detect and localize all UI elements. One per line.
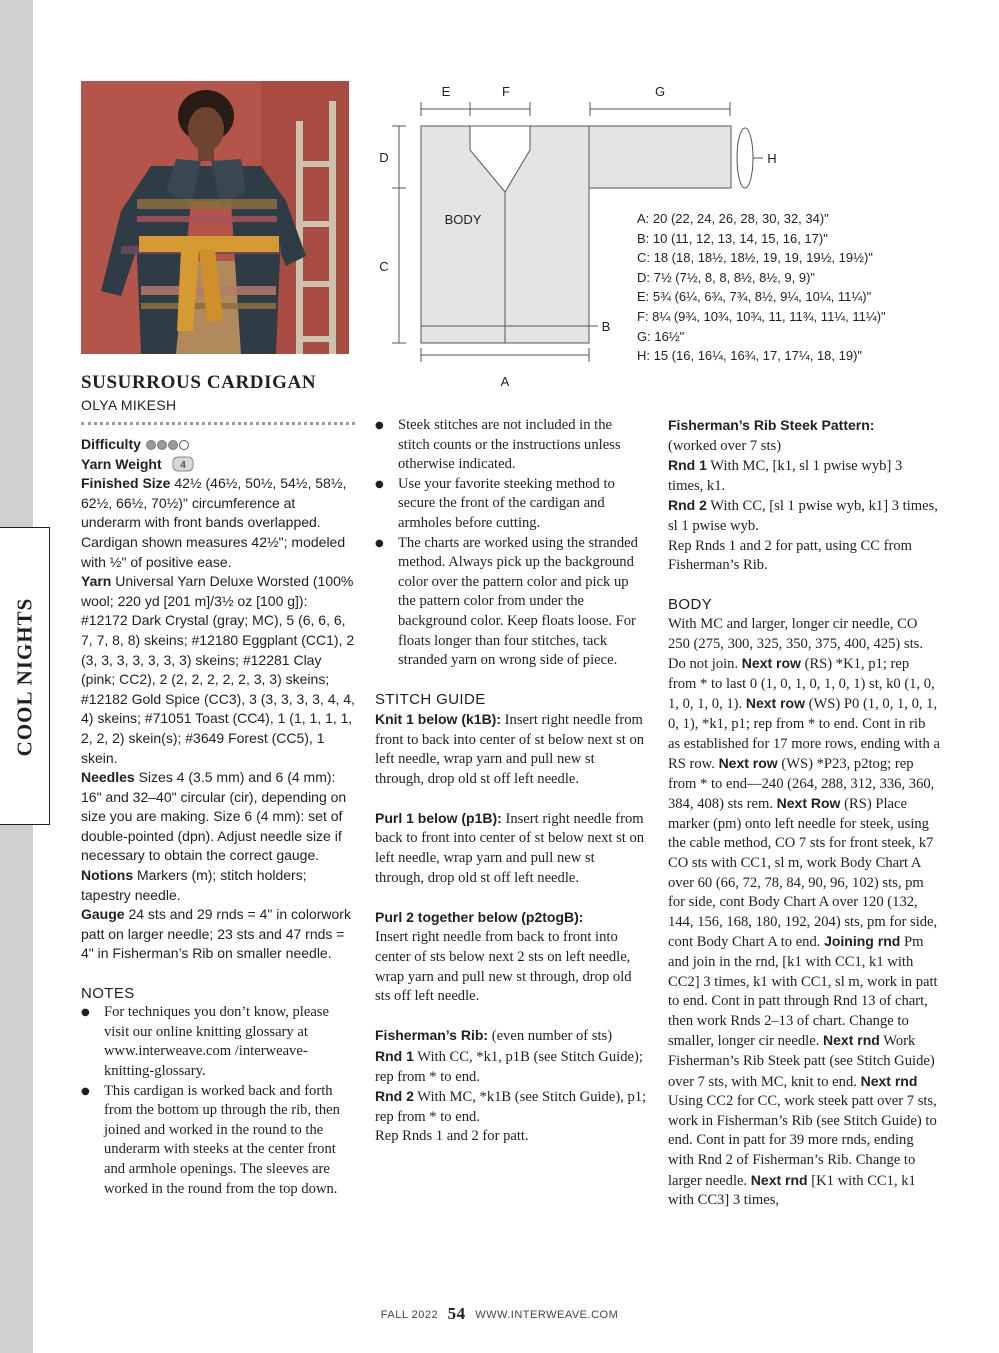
footer-site: WWW.INTERWEAVE.COM [475,1309,619,1321]
measurement-g: G: 16½" [637,328,685,344]
section-tab-label: COOL NIGHTS [12,597,37,757]
label-d: D [379,150,389,165]
stitch-guide-heading: STITCH GUIDE [375,691,486,709]
pattern-title: SUSURROUS CARDIGAN [81,372,317,393]
yarn-weight-label: Yarn Weight [81,455,162,472]
frib-rnd1-text: With CC, *k1, p1B (see Stitch Guide); rep from * to end. [375,1049,643,1085]
label-g: G [654,84,666,99]
k1b-text: Insert right needle from front to back into center of st below next st on left needle, wrap yarn and pull new st through, drop old st off left needle. [375,711,645,787]
difficulty-dot-filled-3 [168,440,178,450]
designer-name: OLYA MIKESH [81,397,177,413]
measurement-e: E: 5¾ (6¼, 6¾, 7¾, 8½, 9¼, 10¼, 11¼)" [637,289,872,305]
section-tab [0,527,50,825]
difficulty-row [81,435,357,455]
p1b-text: Insert right needle from back to front into center of st below next st on left needle, wrap yarn and pull new st through, drop old st off left needle. [375,810,645,886]
steek-pattern-note: (worked over 7 sts) [668,437,782,454]
label-h: H [767,151,777,166]
notions-text: Markers (m); stitch holders; tapestry needle. [81,867,307,903]
notes-heading: NOTES [81,984,135,1002]
measurement-b: B: 10 (11, 12, 13, 14, 15, 16, 17)" [637,230,828,246]
column-2 [375,416,647,1147]
label-a: A [500,374,510,389]
footer-issue: FALL 2022 [380,1309,439,1321]
yarn-text: Universal Yarn Deluxe Worsted (100% wool; 220 yd [201 m]/3½ oz [100 g]): #12172 Dark Crystal (gray; MC), 5 (6, 6, 6, 7, 7, 8, 8) skeins; #12180 Eggplant (CC1), 2 (3, 3, 3, 3, 3, 3, 3) skeins; #12281 Clay (pink; CC2), 2 (2, 2, 2, 2, 2, 3, 3) skeins; #12182 Gold Spice (CC3), 3 (3, 3, 3, 3, 4, 4, 4) skeins; #71051 Toast (CC4), 1 (1, 1, 1, 1, 2, 2, 2) skein(s); #3649 Forest (CC5), 1 skein. [81,573,355,766]
label-f: F [502,84,510,99]
frib-repeat: Rep Rnds 1 and 2 for patt. [375,1128,529,1145]
note-item: ● Use your favorite steeking method to secure the front of the cardigan and armholes before cutting. [375,475,647,534]
steek-repeat: Rep Rnds 1 and 2 for patt, using CC from Fisherman’s Rib. [668,537,913,574]
difficulty-dot-filled-1 [146,440,156,450]
column-1 [81,435,357,1199]
needles-text: Sizes 4 (3.5 mm) and 6 (4 mm): 16" and 32–40" circular (cir), depending on size you are making. Size 6 (4 mm): set of double-pointed (dpn). Adjust needle size if necessary to obtain the correct gauge. [81,769,347,864]
yarn-weight-row [81,455,357,475]
steek-rnd2-text: With CC, [sl 1 pwise wyb, k1] 3 times, sl 1 pwise wyb. [668,498,938,534]
frib-rnd1-label: Rnd 1 [375,1048,414,1064]
page-footer [0,1304,999,1324]
cardigan-photo [81,81,349,354]
k1b-label: Knit 1 below (k1B): [375,710,502,727]
measurement-c: C: 18 (18, 18½, 18½, 19, 19, 19½, 19½)" [637,250,873,266]
frib-rnd2-text: With MC, *k1B (see Stitch Guide), p1; rep from * to end. [375,1089,647,1125]
note-item: ● For techniques you don’t know, please visit our online knitting glossary at www.interweave.com /interweave-knitting-glossary. [81,1003,357,1081]
body-instructions: With MC and larger, longer cir needle, CO 250 (275, 300, 325, 350, 375, 400, 425) sts. Do not join. Next row (RS) *K1, p1; rep from * to last 0 (1, 0, 1, 0, 1, 0, 1) st, k0 (1, 0, 1, 0, 1, 0, 1). Next row (WS) P0 (1, 0, 1, 0, 1, 0, 1), *k1, p1; rep from * to end. Cont in rib as established for 17 more rows, ending with a RS row. Next row (WS) *P23, p2tog; rep from * to end—240 (264, 288, 312, 336, 360, 384, 408) sts rem. Next Row (RS) Place marker (pm) onto left needle for steek, using the cable method, CO 7 sts for front steek, k7 CO sts with CC1, sl m, work Body Chart A over 60 (66, 72, 78, 84, 90, 96, 102) sts, pm for side, cont Body Chart A over 120 (132, 144, 156, 168, 180, 192, 204) sts, pm for side, cont Body Chart A to end. Joining rnd Pm and join in the rnd, [k1 with CC1, k1 with CC2] 3 times, k1 with CC1, sl m, work in patt to end. Cont in patt through Rnd 13 of chart, then work Rnds 2–13 of chart. Change to smaller, longer cir needle. Next rnd Work Fisherman’s Rib Steek patt (see Stitch Guide) over 7 sts, with MC, knit to end. Next rnd Using CC2 for CC, work steek patt over 7 sts, work in Fisherman’s Rib (see Stitch Guide) to end. Cont in patt for 39 more rnds, ending with Rnd 2 of Fisherman’s Rib. Change to larger needle. Next rnd [K1 with CC1, k1 with CC3] 3 times, [668,615,940,1209]
label-e: E [441,84,451,99]
fishermans-rib-label: Fisherman’s Rib: [375,1027,489,1044]
needles-label: Needles [81,769,135,786]
measurement-f: F: 8¼ (9¾, 10¾, 10¾, 11, 11¾, 11¼, 11¼)" [637,308,886,324]
gauge-text: 24 sts and 29 rnds = 4" in colorwork patt on larger needle; 23 sts and 47 rnds = 4" in Fisherman’s Rib on smaller needle. [81,906,351,962]
fishermans-rib-note: (even number of sts) [491,1028,613,1045]
p2togb-label: Purl 2 together below (p2togB): [375,908,584,925]
note-item: ● This cardigan is worked back and forth from the bottom up through the rib, then joined and worked in the round to the underarm with steeks at the center front and armhole openings. The sleeves are worked in the round from the top down. [81,1082,357,1200]
title-divider [81,422,355,425]
p1b-label: Purl 1 below (p1B): [375,809,502,826]
notions-label: Notions [81,867,134,884]
measurement-a: A: 20 (22, 24, 26, 28, 30, 32, 34)" [637,211,829,226]
finished-size-text: 42½ (46½, 50½, 54½, 58½, 62½, 66½, 70½)" circumference at underarm with front bands overlapped. Cardigan shown measures 42½"; modeled with ½" of positive ease. [81,475,347,570]
column-3 [668,416,940,1211]
body-heading: BODY [668,596,713,614]
finished-size-label: Finished Size [81,475,171,492]
label-b: B [601,319,611,334]
svg-text:4: 4 [179,459,186,471]
notes-list-continued [375,416,647,671]
note-item: ● The charts are worked using the stranded method. Always pick up the background color over the pattern color and pick up the pattern color from under the background color. Keep floats loose. For floats longer than four stitches, tack stranded yarn on wrong side of piece. [375,534,647,671]
steek-pattern-label: Fisherman’s Rib Steek Pattern: [668,417,875,433]
yarn-label: Yarn [81,573,112,590]
measurement-list [637,209,886,366]
measurement-d: D: 7½ (7½, 8, 8, 8½, 8½, 9, 9)" [637,269,816,285]
label-c: C [379,259,389,274]
difficulty-dot-filled-2 [157,440,167,450]
steek-rnd1-label: Rnd 1 [668,457,707,474]
frib-rnd2-label: Rnd 2 [375,1088,414,1105]
steek-rnd2-label: Rnd 2 [668,497,707,514]
measurement-h: H: 15 (16, 16¼, 16¾, 17, 17¼, 18, 19)" [637,348,863,364]
gauge-label: Gauge [81,906,125,923]
difficulty-dot-empty [179,440,189,450]
steek-rnd1-text: With MC, [k1, sl 1 pwise wyb] 3 times, k1. [668,458,903,494]
p2togb-text: Insert right needle from back to front into center of sts below next 2 sts on left needle, wrap yarn and pull new st through, drop old sts off left needle. [375,929,632,1005]
yarn-weight-icon [172,456,194,472]
label-body: BODY [444,212,482,227]
note-item: ● Steek stitches are not included in the stitch counts or the instructions unless otherwise indicated. [375,416,647,475]
page-number: 54 [447,1304,466,1323]
notes-list [81,1003,357,1199]
difficulty-label: Difficulty [81,436,141,452]
